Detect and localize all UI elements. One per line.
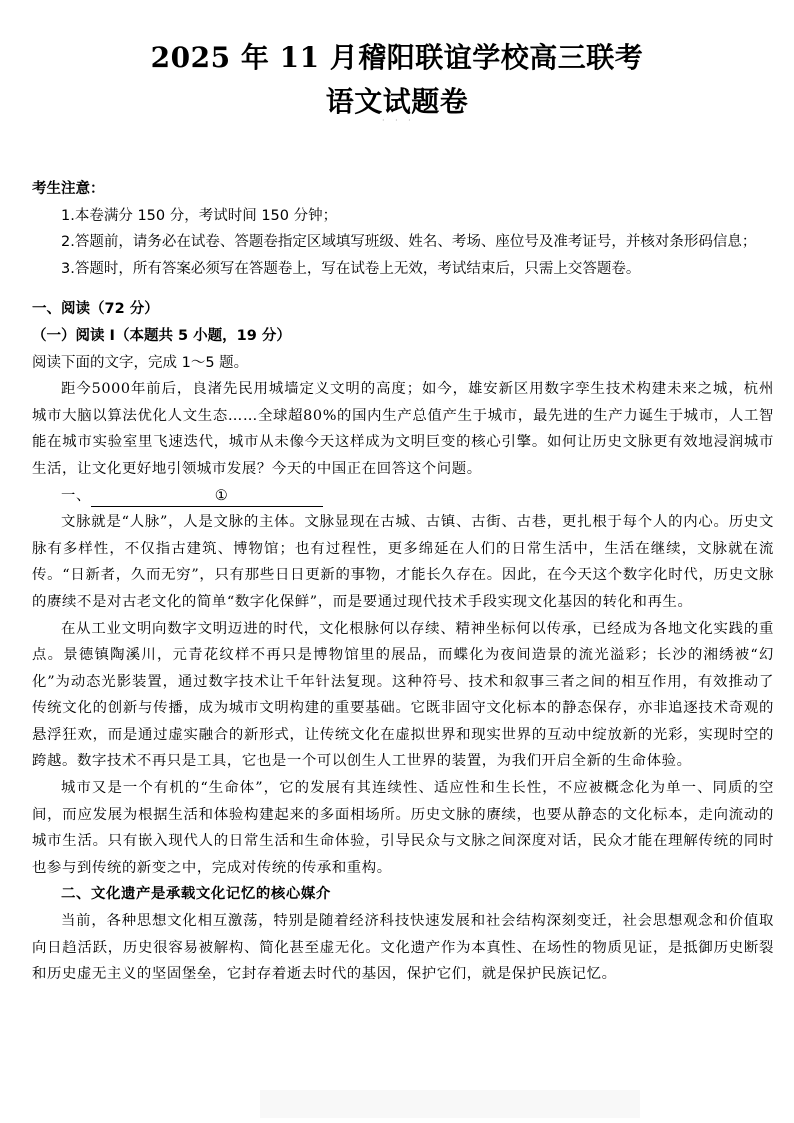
passage-part1-heading xyxy=(32,483,774,510)
notice-heading: 考生注意： xyxy=(32,181,105,197)
section-subtitle: （一）阅读 I（本题共 5 小题，19 分） xyxy=(32,327,291,344)
exam-subject-title: 语文试题卷 xyxy=(325,85,469,118)
decorative-dots: · · · xyxy=(382,116,415,125)
passage-part2-heading: 二、文化遗产是承载文化记忆的核心媒介 xyxy=(61,885,331,903)
exam-title: 2025 年 11 月稽阳联谊学校高三联考 xyxy=(150,41,644,74)
notice-item-2: 2.答题前，请务必在试卷、答题卷指定区域填写班级、姓名、考场、座位号及准考证号，并核对条形码信息； xyxy=(61,234,757,251)
exam-body xyxy=(32,176,774,988)
fill-in-blank-1: ① xyxy=(91,486,323,507)
section-title: 一、阅读（72 分） xyxy=(32,301,159,318)
passage-para-4: 当前，各种思想文化相互激荡，特别是随着经济科技快速发展和社会结构深刻变迁，社会思想观念和价值取向日趋活跃，历史很容易被解构、简化甚至虚无化。文化遗产作为本真性、在场性的物质见证，是抵御历史断裂和历史虚无主义的坚固堡垒，它封存着逝去时代的基因，保护它们，就是保护民族记忆。 xyxy=(32,913,774,983)
reading-passage xyxy=(32,376,774,988)
notice-item-1: 1.本卷满分 150 分，考试时间 150 分钟； xyxy=(61,207,338,224)
section-instruction: 阅读下面的文字，完成 1～5 题。 xyxy=(32,354,249,371)
passage-intro: 距今5000年前后，良渚先民用城墙定义文明的高度；如今，雄安新区用数字孪生技术构建未来之城，杭州城市大脑以算法优化人文生态……全球超80%的国内生产总值产生于城市，最先进的生产力诞生于城市，人工智能在城市实验室里飞速迭代，城市从未像今天这样成为文明巨变的核心引擎。如何让历史文脉更有效地浸润城市生活，让文化更好地引领城市发展？今天的中国正在回答这个问题。 xyxy=(32,381,774,477)
passage-para-1: 文脉就是“人脉”，人是文脉的主体。文脉显现在古城、古镇、古街、古巷，更扎根于每个人的内心。历史文脉有多样性，不仅指古建筑、博物馆；也有过程性，更多绵延在人们的日常生活中，生活在继续，文脉就在流传。“日新者，久而无穷”，只有那些日日更新的事物，才能长久存在。因此，在今天这个数字化时代，历史文脉的赓续不是对古老文化的简单“数字化保鲜”，而是要通过现代技术手段实现文化基因的转化和再生。 xyxy=(32,514,774,610)
passage-para-3: 城市又是一个有机的“生命体”，它的发展有其连续性、适应性和生长性，不应被概念化为单一、同质的空间，而应发展为根据生活和体验构建起来的多面相场所。历史文脉的赓续，也要从静态的文化标本，走向流动的城市生活。只有嵌入现代人的日常生活和生命体验，引导民众与文脉之间深度对话，民众才能在理解传统的同时也参与到传统的新变之中，完成对传统的传承和重构。 xyxy=(32,780,774,876)
notice-item-3: 3.答题时，所有答案必须写在答题卷上，写在试卷上无效，考试结束后，只需上交答题卷。 xyxy=(61,260,641,277)
scan-artifact xyxy=(260,1090,640,1118)
spacer xyxy=(32,282,774,296)
part1-prefix: 一、 xyxy=(61,487,91,504)
passage-para-2: 在从工业文明向数字文明迈进的时代，文化根脉何以存续、精神坐标何以传承，已经成为各地文化实践的重点。景德镇陶溪川，元青花纹样不再只是博物馆里的展品，而蝶化为夜间造景的流光溢彩；长沙的湘绣被“幻化”为动态光影装置，通过数字技术让千年针法复现。这种符号、技术和叙事三者之间的相互作用，有效推动了传统文化的创新与传播，成为城市文明构建的重要基础。它既非固守文化标本的静态保存，亦非追逐技术奇观的悬浮狂欢，而是通过虚实融合的新形式，让传统文化在虚拟世界和现实世界的互动中绽放新的光彩，实现时空的跨越。数字技术不再只是工具，它也是一个可以创生人工世界的装置，为我们开启全新的生命体验。 xyxy=(32,620,774,770)
